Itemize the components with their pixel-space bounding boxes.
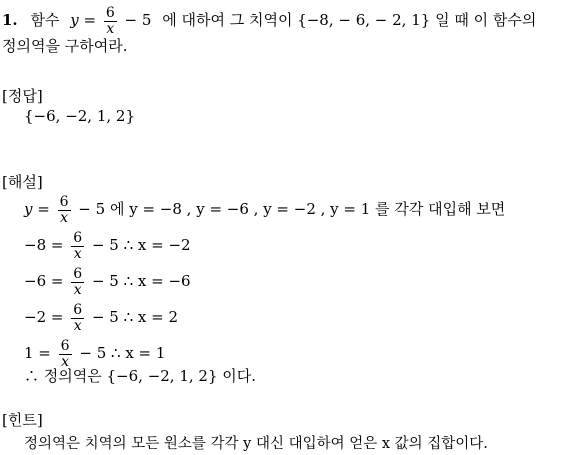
fraction-denominator: x xyxy=(58,210,71,226)
problem-number: 1. xyxy=(2,11,18,29)
fraction-denominator: x xyxy=(71,282,84,298)
fraction-denominator: x xyxy=(71,246,84,262)
fraction-denominator: x xyxy=(71,318,84,334)
solution-row-main xyxy=(24,192,505,226)
solution-row xyxy=(24,228,191,262)
solution-row xyxy=(24,336,165,370)
solution-row-tail: − 5 ∴ x = −2 xyxy=(91,236,191,254)
solution-heading: [해설] xyxy=(2,173,43,191)
solution-row-fraction xyxy=(71,303,84,334)
fraction-numerator: 6 xyxy=(59,193,69,210)
solution-row xyxy=(24,300,178,334)
hint-text: 정의역은 치역의 모든 원소를 각각 y 대신 대입하여 얻은 x 값의 집합이다. xyxy=(24,436,488,452)
solution-row-fraction xyxy=(71,267,84,298)
solution-conclusion: ∴ 정의역은 {−6, −2, 1, 2} 이다. xyxy=(24,367,257,385)
fraction-numerator: 6 xyxy=(73,229,83,246)
problem-text-after: 에 대하여 그 치역이 {−8, − 6, − 2, 1} 일 때 이 함수의 xyxy=(162,11,537,29)
answer-heading: [정답] xyxy=(2,87,43,105)
problem-lhs: y xyxy=(70,11,79,29)
fraction-numerator: 6 xyxy=(73,301,83,318)
problem-line-1: 1. 함수 y = $\frac{6}{x}$ − 5 에 대하여 그 치역이 {−8, − 6, − 2, 1} 일 때 이 함수의 xyxy=(2,4,537,37)
solution-row-tail: − 5 ∴ x = 2 xyxy=(91,308,179,326)
solution-row-main-fraction xyxy=(58,195,71,226)
answer-value: {−6, −2, 1, 2} xyxy=(24,107,136,125)
solution-row-tail: − 5 ∴ x = −6 xyxy=(91,272,191,290)
solution-row-lhs: −6 = xyxy=(24,272,64,290)
fraction-denominator: x xyxy=(59,354,72,370)
solution-row-tail: − 5 ∴ x = 1 xyxy=(79,344,166,362)
fraction-numerator: 6 xyxy=(60,337,70,354)
problem-minus-const: − 5 xyxy=(124,11,152,29)
problem-frac-den: x xyxy=(104,21,117,37)
hint-heading: [힌트] xyxy=(2,411,43,429)
problem-line-2: 정의역을 구하여라. xyxy=(2,37,128,55)
solution-row-lhs: 1 = xyxy=(24,344,51,362)
fraction-numerator: 6 xyxy=(73,265,83,282)
solution-row-main-lhs: y = xyxy=(24,200,50,218)
problem-fraction xyxy=(104,6,117,37)
solution-row-lhs: −8 = xyxy=(24,236,64,254)
solution-row-lhs: −2 = xyxy=(24,308,64,326)
problem-frac-num: 6 xyxy=(105,4,115,21)
solution-row xyxy=(24,264,191,298)
problem-intro: 함수 xyxy=(30,11,60,29)
solution-row-main-tail: − 5 에 y = −8 , y = −6 , y = −2 , y = 1 를 각각 대입해 보면 xyxy=(78,200,506,218)
solution-row-fraction xyxy=(59,339,72,370)
solution-row-fraction xyxy=(71,231,84,262)
